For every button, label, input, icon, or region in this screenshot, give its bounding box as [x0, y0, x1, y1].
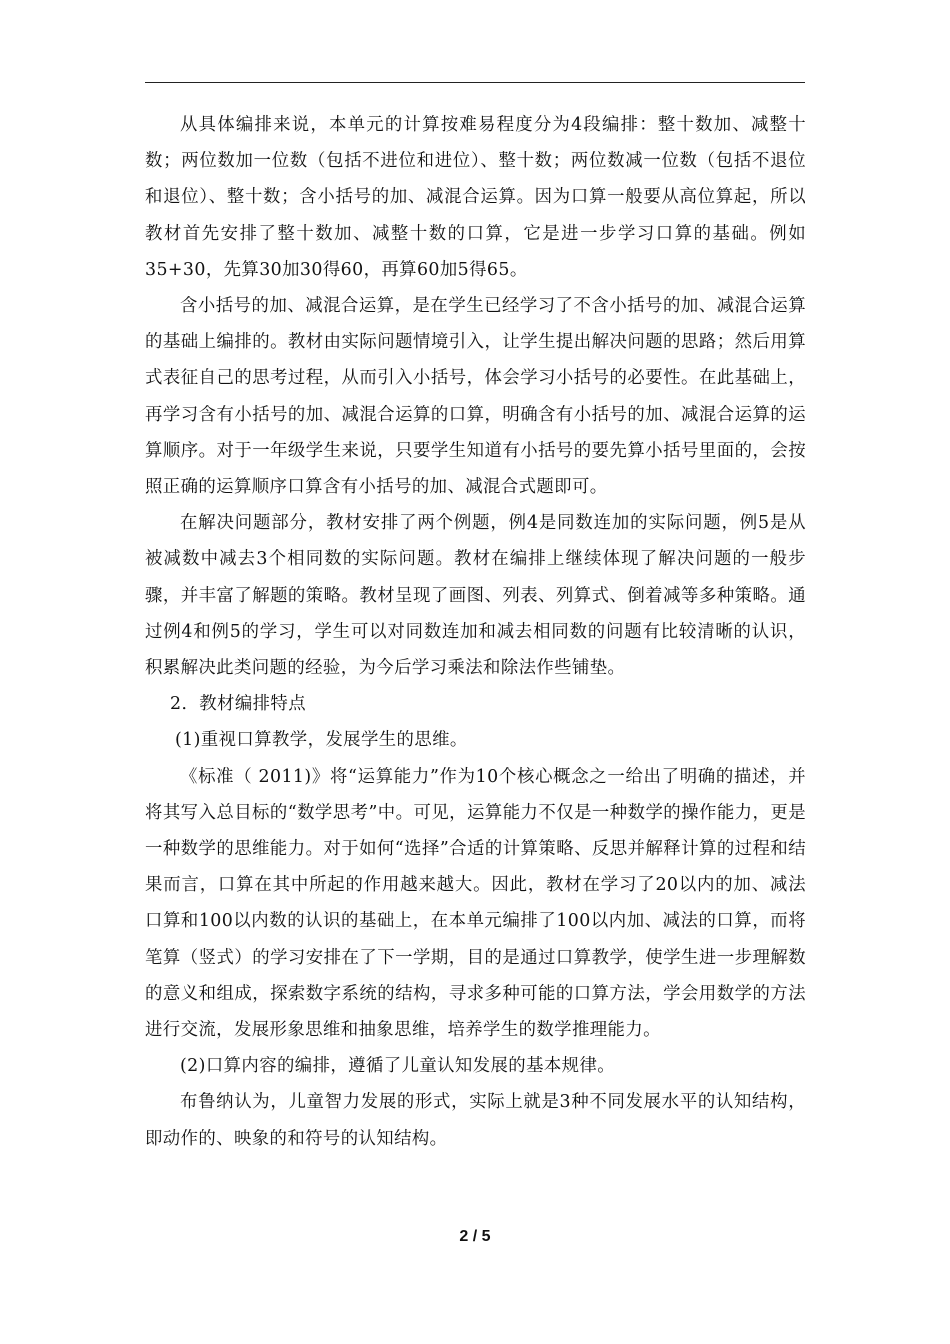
- header-rule: [145, 82, 805, 83]
- paragraph-parentheses-operations: 含小括号的加、减混合运算，是在学生已经学习了不含小括号的加、减混合运算的基础上编排的。教材由实际问题情境引入，让学生提出解决问题的思路；然后用算式表征自己的思考过程，从而引入小括号，体会学习小括号的必要性。在此基础上，再学习含有小括号的加、减混合运算的口算，明确含有小括号的加、减混合运算的运算顺序。对于一年级学生来说，只要学生知道有小括号的要先算小括号里面的，会按照正确的运算顺序口算含有小括号的加、减混合式题即可。: [145, 296, 806, 498]
- paragraph-unit-arrangement: 从具体编排来说，本单元的计算按难易程度分为4段编排：整十数加、减整十数；两位数加一位数（包括不进位和进位）、整十数；两位数减一位数（包括不退位和退位）、整十数；含小括号的加、减混合运算。因为口算一般要从高位算起，所以教材首先安排了整十数加、减整十数的口算，它是进一步学习口算的基础。例如35+30，先算30加30得60，再算60加5得65。: [145, 115, 806, 280]
- subheading-cognitive-development: (2)口算内容的编排，遵循了儿童认知发展的基本规律。: [180, 1056, 616, 1077]
- paragraph-problem-solving: 在解决问题部分，教材安排了两个例题，例4是同数连加的实际问题，例5是从被减数中减去3个相同数的实际问题。教材在编排上继续体现了解决问题的一般步骤，并丰富了解题的策略。教材呈现了画图、列表、列算式、倒着减等多种策略。通过例4和例5的学习，学生可以对同数连加和减去相同数的问题有比较清晰的认识，积累解决此类问题的经验，为今后学习乘法和除法作些铺垫。: [145, 513, 806, 679]
- document-body: [145, 107, 806, 1157]
- paragraph-bruner: 布鲁纳认为，儿童智力发展的形式，实际上就是3种不同发展水平的认知结构，即动作的、映象的和符号的认知结构。: [145, 1092, 806, 1149]
- section-heading-features: 2．教材编排特点: [170, 694, 306, 715]
- page-number: 2 / 5: [459, 1228, 491, 1245]
- paragraph-standard-2011: 《标准（ 2011)》将“运算能力”作为10个核心概念之一给出了明确的描述，并将其写入总目标的“数学思考”中。可见，运算能力不仅是一种数学的操作能力，更是一种数学的思维能力。对于如何“选择”合适的计算策略、反思并解释计算的过程和结果而言，口算在其中所起的作用越来越大。因此，教材在学习了20以内的加、减法口算和100以内数的认识的基础上，在本单元编排了100以内加、减法的口算，而将笔算（竖式）的学习安排在了下一学期，目的是通过口算教学，使学生进一步理解数的意义和组成，探索数字系统的结构，寻求多种可能的口算方法，学会用数学的方法进行交流，发展形象思维和抽象思维，培养学生的数学推理能力。: [145, 766, 806, 1041]
- subheading-oral-calculation: (1)重视口算教学，发展学生的思维。: [175, 730, 468, 751]
